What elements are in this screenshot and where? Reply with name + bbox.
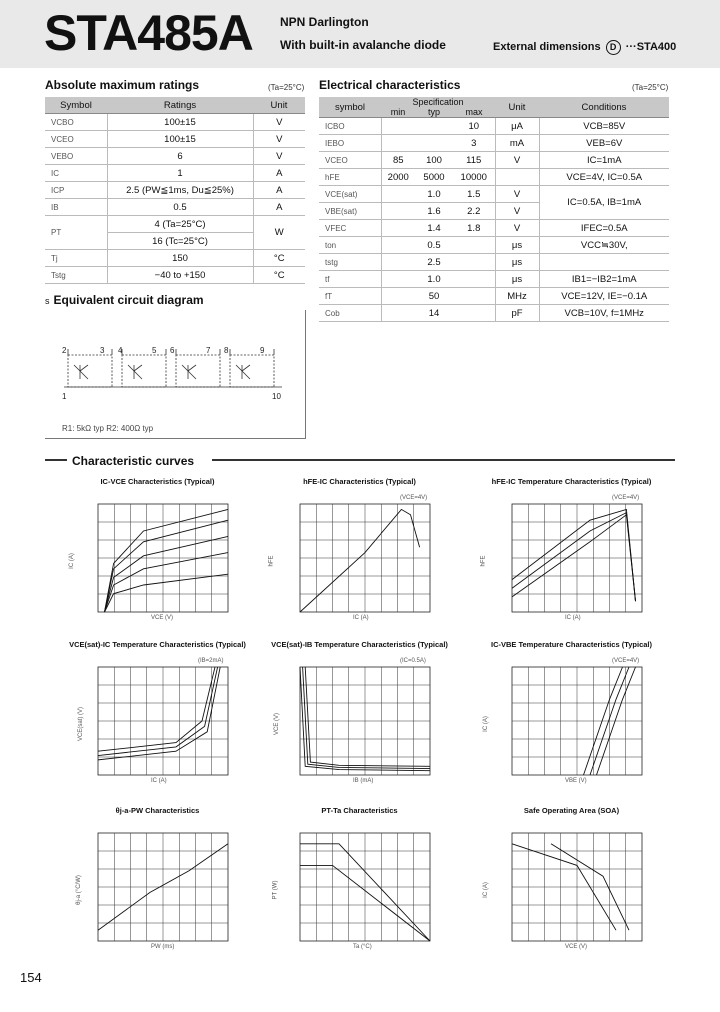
symbol-cell: hFE <box>319 169 381 186</box>
typ-cell: 1.6 <box>415 203 453 220</box>
curve-chart <box>60 477 255 642</box>
unit-cell: V <box>495 152 539 169</box>
plot-grid <box>300 504 430 612</box>
darlington-cell <box>176 355 220 387</box>
page-number: 154 <box>20 970 42 985</box>
table-row <box>319 186 669 203</box>
rating-cell: 16 (Tc=25°C) <box>107 233 253 250</box>
x-axis-label: VCE (V) <box>151 615 174 621</box>
min-cell <box>381 288 415 305</box>
min-cell: 85 <box>381 152 415 169</box>
unit-cell: A <box>253 199 305 216</box>
pin-label: 8 <box>224 346 229 355</box>
min-cell <box>381 135 415 152</box>
curve-line <box>512 509 636 601</box>
condition-cell: IC=0.5A, IB=1mA <box>539 186 669 220</box>
unit-cell: V <box>253 131 305 148</box>
rating-cell: 0.5 <box>107 199 253 216</box>
max-cell <box>453 305 495 322</box>
chart-title: VCE(sat)-IC Temperature Characteristics (Typical) <box>69 640 246 649</box>
max-cell: 10 <box>453 118 495 135</box>
device-feature: With built-in avalanche diode <box>280 38 446 52</box>
max-cell: 3 <box>453 135 495 152</box>
table-row <box>319 305 669 322</box>
condition-cell: VCE=12V, IE=−0.1A <box>539 288 669 305</box>
darlington-cell <box>230 355 274 387</box>
table-row <box>319 220 669 237</box>
plot-grid <box>512 833 642 941</box>
unit-cell: W <box>253 216 305 250</box>
curve-line <box>303 667 430 769</box>
typ-cell: 50 <box>415 288 453 305</box>
chart-title: PT-Ta Characteristics <box>321 806 398 815</box>
curve-chart <box>474 640 669 805</box>
symbol-cell: IEBO <box>319 135 381 152</box>
unit-cell: A <box>253 165 305 182</box>
pin-label: 7 <box>206 346 211 355</box>
table-row <box>45 131 305 148</box>
table-row <box>319 169 669 186</box>
chart-title: VCE(sat)-IB Temperature Characteristics (Typical) <box>271 640 448 649</box>
rating-cell: −40 to +150 <box>107 267 253 284</box>
chart-title: IC-VCE Characteristics (Typical) <box>100 477 215 486</box>
table-row <box>45 148 305 165</box>
symbol-cell: tf <box>319 271 381 288</box>
equiv-bullet: s <box>45 296 50 306</box>
condition-cell: IB1=−IB2=1mA <box>539 271 669 288</box>
table-row <box>319 254 669 271</box>
chart-title: IC-VBE Temperature Characteristics (Typical) <box>490 640 653 649</box>
col-min: min <box>381 107 415 118</box>
plot-grid <box>98 833 228 941</box>
curve-line <box>512 513 636 602</box>
unit-cell: pF <box>495 305 539 322</box>
pin-label: 3 <box>100 346 105 355</box>
curve-chart <box>474 806 669 971</box>
rating-cell: 150 <box>107 250 253 267</box>
typ-cell: 1.0 <box>415 271 453 288</box>
equiv-circuit-diagram <box>60 345 290 407</box>
table-row <box>319 237 669 254</box>
min-cell <box>381 237 415 254</box>
symbol-cell: VEBO <box>45 148 107 165</box>
unit-cell: mA <box>495 135 539 152</box>
typ-cell: 14 <box>415 305 453 322</box>
rating-cell: 100±15 <box>107 131 253 148</box>
min-cell <box>381 254 415 271</box>
min-cell <box>381 186 415 203</box>
darlington-cell <box>68 355 112 387</box>
chart-condition: (VCE=4V) <box>612 495 640 501</box>
symbol-cell: ICP <box>45 182 107 199</box>
curve-line <box>105 520 229 612</box>
max-cell: 115 <box>453 152 495 169</box>
col-conditions: Conditions <box>539 97 669 118</box>
condition-cell: VCE=4V, IC=0.5A <box>539 169 669 186</box>
condition-cell: VCC≒30V, <box>539 237 669 254</box>
curve-chart <box>262 806 457 971</box>
abs-ratings-table <box>45 97 305 284</box>
unit-cell: μs <box>495 237 539 254</box>
symbol-cell: ton <box>319 237 381 254</box>
darlington-cell <box>122 355 166 387</box>
col-max: max <box>453 107 495 118</box>
transistor-icon <box>236 365 250 379</box>
symbol-cell: VBE(sat) <box>319 203 381 220</box>
typ-cell: 0.5 <box>415 237 453 254</box>
table-row <box>45 199 305 216</box>
unit-cell: MHz <box>495 288 539 305</box>
pin-label: 1 <box>62 392 67 401</box>
plot-grid <box>98 667 228 775</box>
typ-cell <box>415 118 453 135</box>
unit-cell: V <box>253 114 305 131</box>
x-axis-label: PW (ms) <box>151 944 175 950</box>
max-cell <box>453 288 495 305</box>
chart-title: θj-a-PW Characteristics <box>115 806 200 815</box>
curve-line <box>98 667 215 751</box>
x-axis-label: IC (A) <box>353 615 369 621</box>
unit-cell <box>495 169 539 186</box>
symbol-cell: tstg <box>319 254 381 271</box>
chart-condition: (VCE=4V) <box>400 495 428 501</box>
unit-cell: μs <box>495 271 539 288</box>
col-symbol: symbol <box>319 97 381 118</box>
table-row <box>319 288 669 305</box>
table-row <box>319 271 669 288</box>
col-specification: Specification <box>381 97 495 107</box>
section-rule-left <box>45 459 67 461</box>
table-row <box>319 152 669 169</box>
chart-title: hFE-IC Temperature Characteristics (Typical) <box>491 477 652 486</box>
y-axis-label: PT (W) <box>272 880 279 900</box>
pin-label: 6 <box>170 346 175 355</box>
part-number: STA485A <box>44 5 253 61</box>
chart-title: Safe Operating Area (SOA) <box>523 806 620 815</box>
section-rule-right <box>212 459 675 461</box>
unit-cell: °C <box>253 250 305 267</box>
symbol-cell: VCE(sat) <box>319 186 381 203</box>
symbol-cell: VCBO <box>45 114 107 131</box>
device-type: NPN Darlington <box>280 15 369 29</box>
rating-cell: 4 (Ta=25°C) <box>107 216 253 233</box>
typ-cell: 2.5 <box>415 254 453 271</box>
unit-cell: A <box>253 182 305 199</box>
x-axis-label: VCE (V) <box>565 944 588 950</box>
symbol-cell: VCEO <box>45 131 107 148</box>
elec-char-title: Electrical characteristics <box>319 78 461 92</box>
curve-line <box>305 667 430 766</box>
elec-char-condition: (Ta=25°C) <box>632 83 669 92</box>
unit-cell: μs <box>495 254 539 271</box>
condition-cell: IFEC=0.5A <box>539 220 669 237</box>
pin-label: 5 <box>152 346 157 355</box>
pin-label: 2 <box>62 346 67 355</box>
curve-line <box>98 667 220 760</box>
max-cell: 1.8 <box>453 220 495 237</box>
symbol-cell: PT <box>45 216 107 250</box>
table-header-row <box>45 97 305 114</box>
symbol-cell: IB <box>45 199 107 216</box>
table-row <box>45 216 305 233</box>
condition-cell: VEB=6V <box>539 135 669 152</box>
ext-dim-prefix: External dimensions <box>493 41 601 53</box>
abs-ratings-condition: (Ta=25°C) <box>268 83 305 92</box>
condition-cell: VCB=10V, f=1MHz <box>539 305 669 322</box>
symbol-cell: fT <box>319 288 381 305</box>
max-cell: 1.5 <box>453 186 495 203</box>
y-axis-label: IC (A) <box>68 553 75 569</box>
x-axis-label: Ta (°C) <box>353 944 372 950</box>
table-row <box>319 135 669 152</box>
col-unit: Unit <box>253 97 305 114</box>
table-row <box>45 114 305 131</box>
pin-label: 10 <box>272 392 281 401</box>
chart-condition: (VCE=4V) <box>612 658 640 664</box>
chart-title: hFE-IC Characteristics (Typical) <box>303 477 416 486</box>
y-axis-label: hFE <box>480 555 487 567</box>
symbol-cell: VFEC <box>319 220 381 237</box>
table-row <box>45 182 305 199</box>
min-cell <box>381 305 415 322</box>
table-row <box>319 118 669 135</box>
min-cell <box>381 220 415 237</box>
x-axis-label: IC (A) <box>565 615 581 621</box>
col-ratings: Ratings <box>107 97 253 114</box>
ext-dim-suffix: ···STA400 <box>625 41 677 53</box>
max-cell <box>453 254 495 271</box>
symbol-cell: ICBO <box>319 118 381 135</box>
y-axis-label: hFE <box>268 555 275 567</box>
rating-cell: 1 <box>107 165 253 182</box>
col-symbol: Symbol <box>45 97 107 114</box>
min-cell <box>381 118 415 135</box>
curves-title: Characteristic curves <box>72 454 195 468</box>
table-header-row <box>319 97 669 107</box>
abs-ratings-title: Absolute maximum ratings <box>45 78 200 92</box>
max-cell: 2.2 <box>453 203 495 220</box>
equiv-circuit-title: Equivalent circuit diagram <box>53 293 204 307</box>
x-axis-label: IC (A) <box>151 778 167 784</box>
condition-cell: IC=1mA <box>539 152 669 169</box>
rating-cell: 6 <box>107 148 253 165</box>
chart-condition: (IB=2mA) <box>198 658 224 664</box>
curve-chart <box>60 640 255 805</box>
unit-cell: μA <box>495 118 539 135</box>
x-axis-label: VBE (V) <box>565 778 587 784</box>
curve-line <box>300 509 420 612</box>
symbol-cell: IC <box>45 165 107 182</box>
rating-cell: 100±15 <box>107 114 253 131</box>
plot-grid <box>98 504 228 612</box>
y-axis-label: IC (A) <box>482 882 489 898</box>
transistor-icon <box>182 365 196 379</box>
symbol-cell: Tj <box>45 250 107 267</box>
unit-cell: V <box>495 203 539 220</box>
chart-condition: (IC=0.5A) <box>400 658 426 664</box>
min-cell <box>381 271 415 288</box>
typ-cell <box>415 135 453 152</box>
elec-char-table <box>319 97 669 322</box>
table-row <box>45 267 305 284</box>
unit-cell: V <box>495 220 539 237</box>
curve-chart <box>474 477 669 642</box>
pin-label: 9 <box>260 346 265 355</box>
ext-dim-code: D <box>606 40 621 55</box>
plot-grid <box>300 833 430 941</box>
curve-line <box>105 536 229 612</box>
min-cell <box>381 203 415 220</box>
col-typ: typ <box>415 107 453 118</box>
unit-cell: °C <box>253 267 305 284</box>
curve-chart <box>262 640 457 805</box>
max-cell <box>453 237 495 254</box>
curve-line <box>98 667 218 756</box>
resistor-note: R1: 5kΩ typ R2: 400Ω typ <box>62 424 154 433</box>
condition-cell <box>539 254 669 271</box>
y-axis-label: θj-a (°C/W) <box>75 875 82 905</box>
typ-cell: 1.4 <box>415 220 453 237</box>
x-axis-label: IB (mA) <box>353 778 374 784</box>
typ-cell: 5000 <box>415 169 453 186</box>
plot-grid <box>512 504 642 612</box>
curve-chart <box>262 477 457 642</box>
max-cell <box>453 271 495 288</box>
table-row <box>45 165 305 182</box>
symbol-cell: Tstg <box>45 267 107 284</box>
min-cell: 2000 <box>381 169 415 186</box>
unit-cell: V <box>495 186 539 203</box>
max-cell: 10000 <box>453 169 495 186</box>
plot-grid <box>300 667 430 775</box>
y-axis-label: VCE(sat) (V) <box>78 706 85 742</box>
rating-cell: 2.5 (PW≦1ms, Du≦25%) <box>107 182 253 199</box>
pin-label: 4 <box>118 346 123 355</box>
symbol-cell: VCEO <box>319 152 381 169</box>
transistor-icon <box>74 365 88 379</box>
external-dimensions <box>493 40 676 55</box>
col-unit: Unit <box>495 97 539 118</box>
typ-cell: 1.0 <box>415 186 453 203</box>
equiv-circuit-heading <box>45 293 204 307</box>
condition-cell: VCB=85V <box>539 118 669 135</box>
transistor-icon <box>128 365 142 379</box>
y-axis-label: IC (A) <box>482 716 489 732</box>
typ-cell: 100 <box>415 152 453 169</box>
unit-cell: V <box>253 148 305 165</box>
curve-chart <box>60 806 255 971</box>
symbol-cell: Cob <box>319 305 381 322</box>
table-row <box>45 250 305 267</box>
y-axis-label: VCE (V) <box>274 712 281 736</box>
